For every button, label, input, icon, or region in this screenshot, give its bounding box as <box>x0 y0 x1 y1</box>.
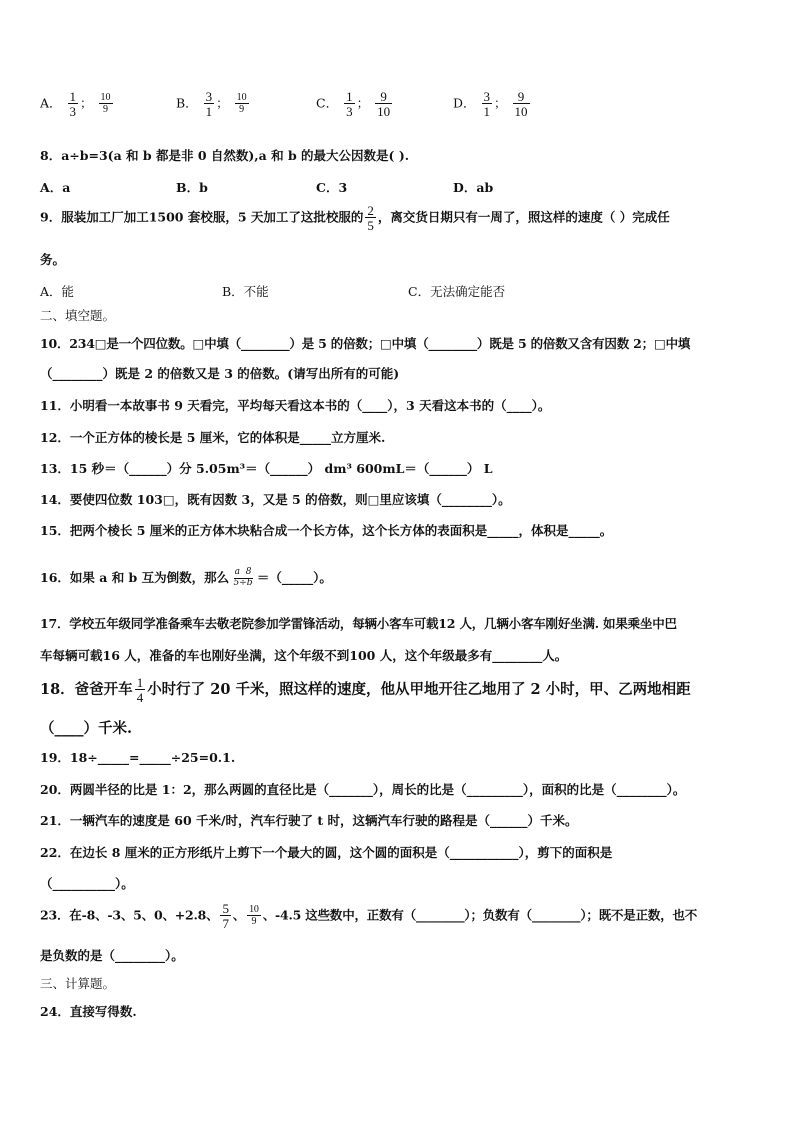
q7-option-b: B． $\frac{3}{1}$ ； $\frac{10}{9}$ <box>176 89 247 119</box>
question-18: 18．爸爸开车 $\frac{1}{4}$ 小时行了 20 千米，照这样的速度，他从甲地开往乙地用了 2 小时，甲、乙两地相距 <box>40 675 691 705</box>
q9-option-b: B．不能 <box>222 284 269 299</box>
fraction: $\frac{1}{3}$ <box>69 89 77 119</box>
expression-a-over-five-div-eight-over-b: $\frac{a 8}{5\div b}$ <box>233 567 253 588</box>
fraction: $\frac{1}{4}$ <box>136 675 144 705</box>
question-8: 8．a÷b=3(a 和 b 都是非 0 自然数),a 和 b 的最大公因数是( ). <box>40 148 410 163</box>
q8-option-a: A．a <box>40 180 71 195</box>
question-12: 12．一个正方体的棱长是 5 厘米，它的体积是_____立方厘米. <box>40 430 386 445</box>
question-11: 11．小明看一本故事书 9 天看完，平均每天看这本书的（____），3 天看这本书的（____）。 <box>40 398 551 413</box>
question-21: 21．一辆汽车的速度是 60 千米/时，汽车行驶了 t 时，这辆汽车行驶的路程是（______）千米。 <box>40 813 578 828</box>
question-17-continued: 车每辆可载16 人，准备的车也刚好坐满，这个年级不到100 人，这个年级最多有________人。 <box>40 648 568 663</box>
question-23: 23．在-8、-3、5、0、+2.8、 $\frac{5}{7}$ 、 $\frac{10}{9}$ 、-4.5 这些数中，正数有（________）；负数有（________）；既不是正数，也不 <box>40 901 698 931</box>
fraction: $\frac{10}{9}$ <box>249 904 259 927</box>
question-22-continued: （__________）。 <box>40 876 134 891</box>
question-14: 14．要使四位数 103□，既有因数 3，又是 5 的倍数，则□里应该填（________）。 <box>40 492 511 507</box>
question-9-continued: 务。 <box>40 252 66 267</box>
q9-option-a: A．能 <box>40 284 75 299</box>
question-10: 10．234□是一个四位数。□中填（________）是 5 的倍数；□中填（________）既是 5 的倍数又含有因数 2；□中填 <box>40 336 691 351</box>
question-18-continued: （____）千米. <box>40 720 133 737</box>
fraction: $\frac{1}{3}$ <box>346 89 353 119</box>
question-17: 17．学校五年级同学准备乘车去敬老院参加学雷锋活动，每辆小客车可载12 人，几辆小客车刚好坐满. 如果乘坐中巴 <box>40 616 677 631</box>
fraction: $\frac{2}{5}$ <box>367 203 374 233</box>
question-23-continued: 是负数的是（________）。 <box>40 948 184 963</box>
section-3-heading: 三、计算题。 <box>40 976 116 991</box>
question-20: 20．两圆半径的比是 1：2，那么两圆的直径比是（_______），周长的比是（_________），面积的比是（________）。 <box>40 782 686 797</box>
q8-option-b: B．b <box>176 180 208 195</box>
q7-option-a: A． $\frac{1}{3}$ ； $\frac{10}{9}$ <box>40 89 111 119</box>
question-19: 19．18÷_____=_____÷25=0.1. <box>40 750 236 765</box>
question-10-continued: （________）既是 2 的倍数又是 3 的倍数。(请写出所有的可能) <box>40 366 400 381</box>
q8-option-d: D．ab <box>453 180 494 195</box>
fraction: $\frac{10}{9}$ <box>236 92 247 115</box>
question-22: 22．在边长 8 厘米的正方形纸片上剪下一个最大的圆，这个圆的面积是（___________），剪下的面积是 <box>40 845 613 860</box>
section-2-heading: 二、填空题。 <box>40 308 116 323</box>
fraction: $\frac{3}{1}$ <box>205 89 213 119</box>
question-24: 24．直接写得数. <box>40 1004 137 1019</box>
question-13: 13．15 秒＝（______）分 5.05m³＝（______） dm³ 600mL＝（______） L <box>40 461 493 476</box>
q7-option-c: C． $\frac{1}{3}$ ； $\frac{9}{10}$ <box>316 89 391 119</box>
q9-option-c: C．无法确定能否 <box>408 284 506 299</box>
question-15: 15．把两个棱长 5 厘米的正方体木块粘合成一个长方体，这个长方体的表面积是_____，体积是_____。 <box>40 523 613 538</box>
fraction: $\frac{9}{10}$ <box>514 89 528 119</box>
question-9: 9．服装加工厂加工1500 套校服，5 天加工了这批校服的 $\frac{2}{5}$ ，离交货日期只有一周了，照这样的速度（ ）完成任 <box>40 203 670 233</box>
fraction: $\frac{10}{9}$ <box>100 92 111 115</box>
q8-option-c: C．3 <box>316 180 348 195</box>
fraction: $\frac{3}{1}$ <box>483 89 491 119</box>
fraction: $\frac{9}{10}$ <box>377 89 391 119</box>
fraction: $\frac{5}{7}$ <box>222 901 229 931</box>
q7-option-d: D． $\frac{3}{1}$ ； $\frac{9}{10}$ <box>453 89 528 119</box>
question-16: 16．如果 a 和 b 互为倒数，那么 $\frac{a 8}{5\div b}$ ＝（_____）。 <box>40 567 332 588</box>
